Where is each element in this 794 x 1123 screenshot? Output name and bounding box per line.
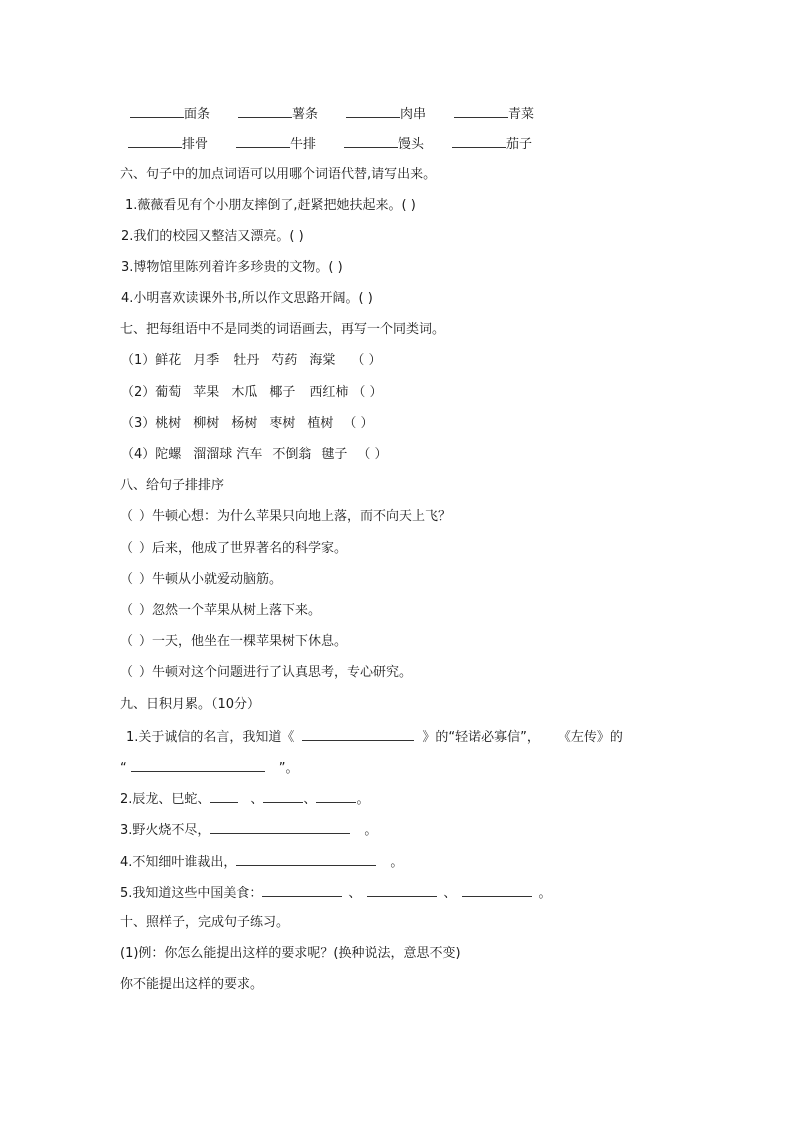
fill-row-1 xyxy=(130,104,534,124)
section-9-q5 xyxy=(120,883,551,903)
answer-blank[interactable] xyxy=(128,134,182,148)
order-item xyxy=(120,508,451,526)
section-6-item: 3.博物馆里陈列着许多珍贵的文物。( ) xyxy=(121,260,343,275)
answer-blank[interactable] xyxy=(210,789,238,803)
fill-word: 面条 xyxy=(184,107,211,122)
answer-blank[interactable] xyxy=(263,789,303,803)
answer-blank[interactable] xyxy=(452,134,506,148)
group-number: （3） xyxy=(121,416,156,431)
word[interactable]: 毽子 xyxy=(321,447,348,462)
word[interactable]: 桃树 xyxy=(155,416,182,431)
order-paren-open: （ xyxy=(120,509,134,524)
answer-blank[interactable] xyxy=(346,104,400,118)
order-item xyxy=(120,602,321,620)
fill-word: 排骨 xyxy=(182,137,209,152)
word[interactable]: 鲜花 xyxy=(155,353,182,368)
order-sentence: 一天，他坐在一棵苹果树下休息。 xyxy=(152,634,348,649)
order-sentence: 牛顿对这个问题进行了认真思考，专心研究。 xyxy=(152,665,413,680)
answer-blank[interactable] xyxy=(367,883,437,897)
order-sentence: 忽然一个苹果从树上落下来。 xyxy=(152,603,322,618)
answer-blank[interactable] xyxy=(454,104,508,118)
answer-paren[interactable]: （ ） xyxy=(343,416,374,431)
q2-sep: 、 xyxy=(250,792,264,807)
word[interactable]: 牡丹 xyxy=(233,353,260,368)
fill-word: 馒头 xyxy=(398,137,425,152)
word[interactable]: 海棠 xyxy=(309,353,336,368)
section-10-example: (1)例：你怎么能提出这样的要求呢？(换种说法，意思不变) xyxy=(120,946,461,961)
section-7-title: 七、把每组语中不是同类的词语画去，再写一个同类词。 xyxy=(120,322,446,337)
order-paren-close: ） xyxy=(139,603,153,618)
answer-blank[interactable] xyxy=(130,104,184,118)
q3-end: 。 xyxy=(364,823,378,838)
fill-row-2 xyxy=(128,134,532,154)
order-paren-open: （ xyxy=(120,634,134,649)
word[interactable]: 植树 xyxy=(307,416,334,431)
section-8-title: 八、给句子排排序 xyxy=(120,478,225,493)
fill-word: 薯条 xyxy=(292,107,319,122)
word[interactable]: 芍药 xyxy=(271,353,298,368)
q5-sep: 、 xyxy=(348,886,362,901)
order-paren-open: （ xyxy=(120,665,134,680)
order-item xyxy=(120,571,282,589)
group-number: （4） xyxy=(121,447,156,462)
section-9-q1 xyxy=(126,727,623,747)
word[interactable]: 葡萄 xyxy=(155,385,182,400)
word[interactable]: 苹果 xyxy=(193,385,220,400)
section-6-title: 六、句子中的加点词语可以用哪个词语代替,请写出来。 xyxy=(120,167,437,182)
section-6-item: 1.薇薇看见有个小朋友摔倒了,赶紧把她扶起来。( ) xyxy=(125,198,416,213)
section-6-item: 2.我们的校园又整洁又漂亮。( ) xyxy=(121,229,304,244)
order-item xyxy=(120,664,412,682)
section-7-group xyxy=(121,352,382,370)
answer-paren[interactable]: （ ） xyxy=(352,385,383,400)
word[interactable]: 杨树 xyxy=(231,416,258,431)
word[interactable]: 柳树 xyxy=(193,416,220,431)
word[interactable]: 枣树 xyxy=(269,416,296,431)
word[interactable]: 陀螺 xyxy=(155,447,182,462)
word[interactable]: 月季 xyxy=(193,353,220,368)
fill-word: 牛排 xyxy=(290,137,317,152)
order-paren-close: ） xyxy=(139,541,153,556)
word[interactable]: 不倒翁 xyxy=(272,447,312,462)
section-9-q1-cont xyxy=(120,758,299,778)
answer-blank[interactable] xyxy=(302,727,414,741)
section-9-title: 九、日积月累。（10分） xyxy=(120,697,261,712)
section-6-item: 4.小明喜欢读课外书,所以作文思路开阔。( ) xyxy=(121,291,373,306)
section-10-title: 十、照样子，完成句子练习。 xyxy=(120,915,290,930)
q3-text: 3.野火烧不尽， xyxy=(120,823,211,838)
fill-word: 茄子 xyxy=(506,137,533,152)
q4-text: 4.不知细叶谁裁出， xyxy=(120,855,237,870)
answer-blank[interactable] xyxy=(316,789,356,803)
answer-blank[interactable] xyxy=(344,134,398,148)
order-item xyxy=(120,633,347,651)
word[interactable]: 木瓜 xyxy=(231,385,258,400)
q2-text: 2.辰龙、巳蛇、 xyxy=(120,792,211,807)
q1-text: 《左传》的 xyxy=(557,730,623,745)
order-paren-close: ） xyxy=(139,509,153,524)
q2-sep: 、 xyxy=(303,792,317,807)
section-7-group xyxy=(121,446,388,464)
answer-blank[interactable] xyxy=(238,104,292,118)
answer-blank[interactable] xyxy=(236,134,290,148)
answer-blank[interactable] xyxy=(131,758,265,772)
section-7-group xyxy=(121,384,383,402)
quote-close: ”。 xyxy=(278,761,299,776)
answer-blank[interactable] xyxy=(262,883,342,897)
q4-end: 。 xyxy=(390,855,404,870)
answer-blank[interactable] xyxy=(462,883,532,897)
section-9-q3 xyxy=(120,820,377,840)
fill-word: 青菜 xyxy=(508,107,535,122)
order-sentence: 牛顿心想：为什么苹果只向地上落，而不向天上飞？ xyxy=(152,509,452,524)
group-number: （1） xyxy=(121,353,156,368)
order-paren-close: ） xyxy=(139,572,153,587)
answer-paren[interactable]: （ ） xyxy=(351,353,382,368)
q5-sep: 、 xyxy=(443,886,457,901)
fill-word: 肉串 xyxy=(400,107,427,122)
answer-paren[interactable]: （ ） xyxy=(357,447,388,462)
order-paren-close: ） xyxy=(139,634,153,649)
section-7-group xyxy=(121,415,374,433)
order-item xyxy=(120,540,347,558)
quote-open: “ xyxy=(120,761,127,776)
word[interactable]: 西红柿 xyxy=(309,385,349,400)
word[interactable]: 汽车 xyxy=(236,447,263,462)
answer-blank[interactable] xyxy=(236,852,376,866)
section-9-q4 xyxy=(120,852,403,872)
group-number: （2） xyxy=(121,385,156,400)
q5-text: 5.我知道这些中国美食： xyxy=(120,886,263,901)
order-sentence: 后来，他成了世界著名的科学家。 xyxy=(152,541,348,556)
section-9-q2 xyxy=(120,789,369,809)
section-10-answer: 你不能提出这样的要求。 xyxy=(120,977,264,992)
order-paren-close: ） xyxy=(139,665,153,680)
q1-text: 1.关于诚信的名言，我知道《 xyxy=(126,730,295,745)
order-paren-open: （ xyxy=(120,603,134,618)
order-paren-open: （ xyxy=(120,541,134,556)
word[interactable]: 溜溜球 xyxy=(193,447,233,462)
answer-blank[interactable] xyxy=(210,820,350,834)
q5-end: 。 xyxy=(538,886,552,901)
word[interactable]: 椰子 xyxy=(269,385,296,400)
q1-text: 》的“轻诺必寡信”， xyxy=(422,730,540,745)
order-sentence: 牛顿从小就爱动脑筋。 xyxy=(152,572,283,587)
q2-end: 。 xyxy=(356,792,370,807)
order-paren-open: （ xyxy=(120,572,134,587)
